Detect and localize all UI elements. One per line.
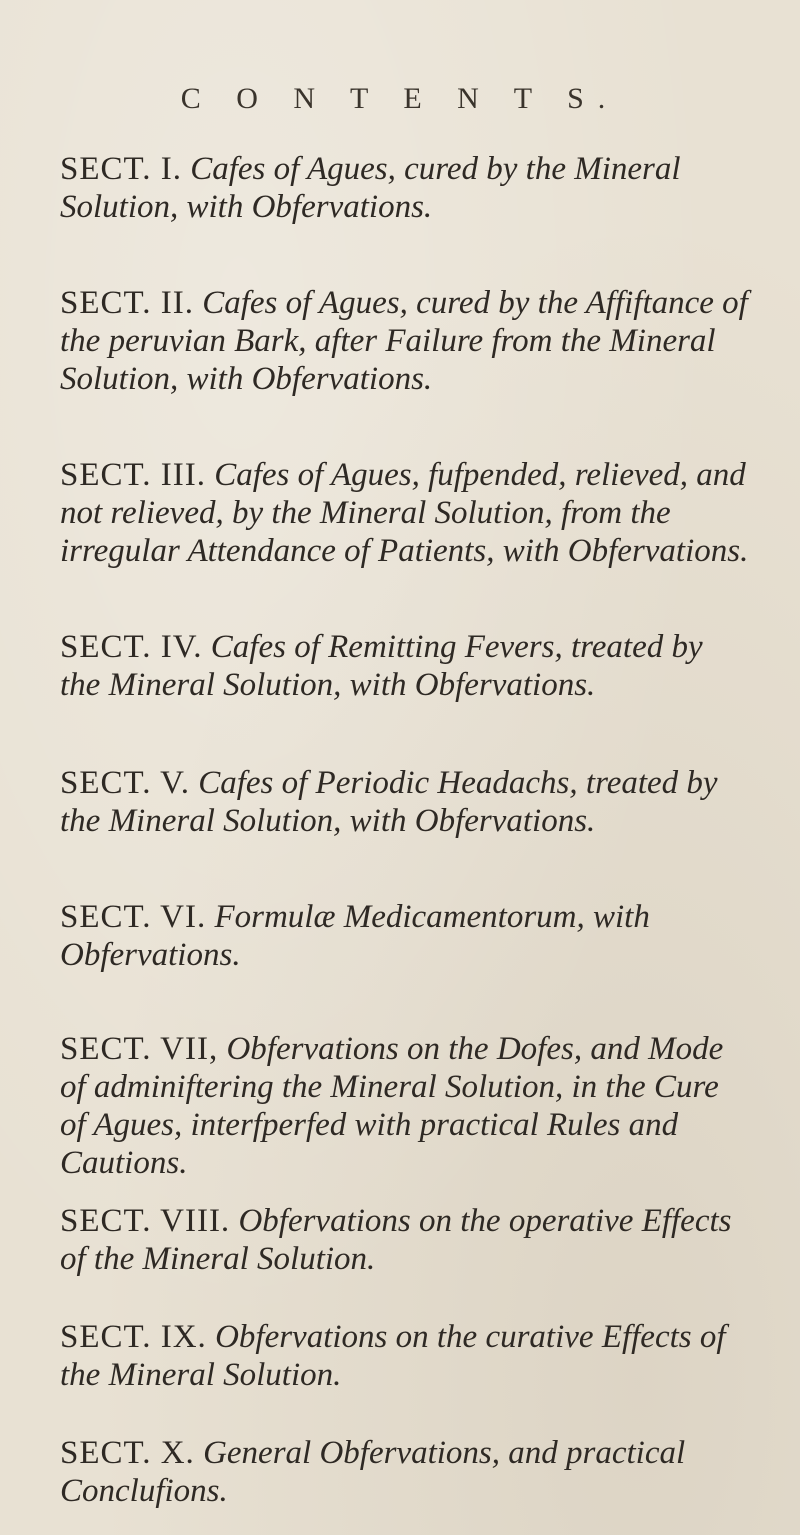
section-description: Cafes of Agues, cured by the Mineral Solution, with Obfervations.	[60, 151, 681, 225]
contents-entry-10	[60, 1434, 750, 1510]
section-description: Obfervations on the operative Effects of the Mineral Solution.	[60, 1203, 732, 1277]
contents-entry-5	[60, 764, 750, 840]
contents-entry-6	[60, 898, 750, 974]
section-description: Cafes of Agues, cured by the Affiftance of the peruvian Bark, after Failure from the Mineral Solution, with Obfervations.	[60, 285, 748, 397]
contents-entry-4	[60, 628, 750, 704]
section-description: Cafes of Remitting Fevers, treated by the Mineral Solution, with Obfervations.	[60, 629, 703, 703]
section-description: Cafes of Agues, fufpended, relieved, and not relieved, by the Mineral Solution, from the irregular Attendance of Patients, with Obfervations.	[60, 457, 749, 569]
section-number: SECT. VII,	[60, 1031, 219, 1067]
section-number: SECT. IV.	[60, 629, 203, 665]
contents-entry-7	[60, 1030, 750, 1182]
contents-entry-1	[60, 150, 750, 226]
section-number: SECT. I.	[60, 151, 182, 187]
contents-entry-3	[60, 456, 750, 570]
section-description: Obfervations on the Dofes, and Mode of adminiftering the Mineral Solution, in the Cure of Agues, interfperfed with practical Rules and Cautions.	[60, 1031, 724, 1181]
section-number: SECT. VI.	[60, 899, 207, 935]
section-number: SECT. II.	[60, 285, 194, 321]
contents-entry-8	[60, 1202, 750, 1278]
contents-entry-9	[60, 1318, 750, 1394]
section-description: Cafes of Periodic Headachs, treated by the Mineral Solution, with Obfervations.	[60, 765, 718, 839]
contents-entry-2	[60, 284, 750, 398]
section-description: Formulæ Medicamentorum, with Obfervations.	[60, 899, 650, 973]
section-number: SECT. III.	[60, 457, 206, 493]
section-description: General Obfervations, and practical Conclufions.	[60, 1435, 686, 1509]
page-heading: C O N T E N T S.	[180, 82, 620, 115]
section-number: SECT. V.	[60, 765, 190, 801]
section-number: SECT. X.	[60, 1435, 195, 1471]
section-description: Obfervations on the curative Effects of the Mineral Solution.	[60, 1319, 726, 1393]
section-number: SECT. IX.	[60, 1319, 207, 1355]
section-number: SECT. VIII.	[60, 1203, 231, 1239]
